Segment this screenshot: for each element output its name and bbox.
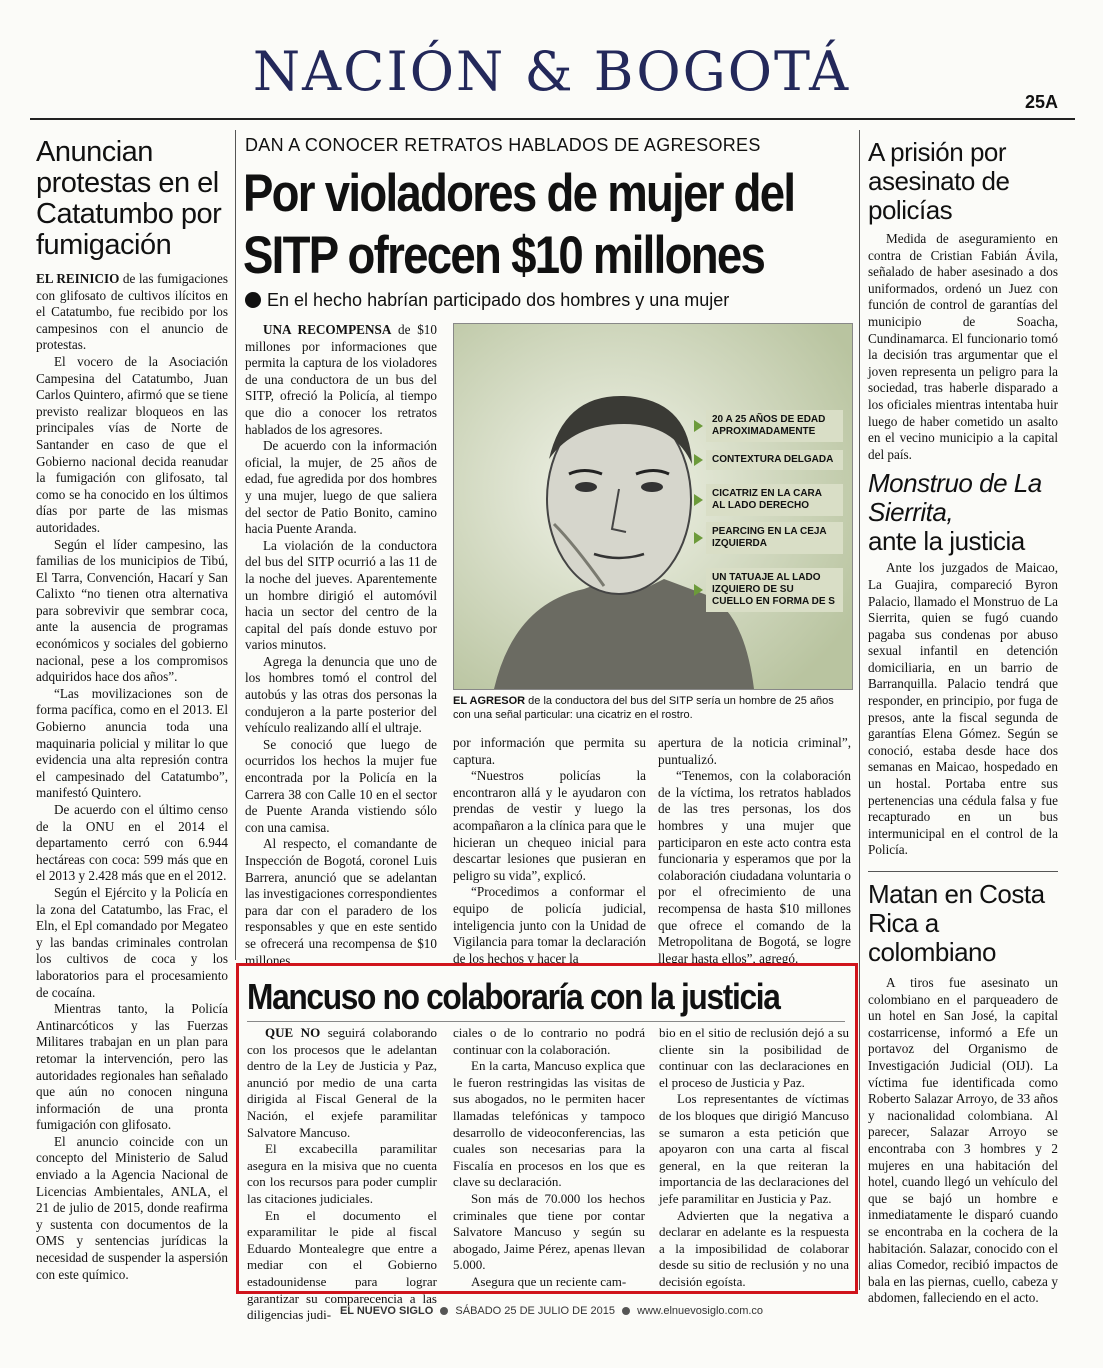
right-divider: [868, 871, 1058, 872]
main-subtitle: En el hecho habrían participado dos hombres y una mujer: [245, 290, 729, 311]
footer-url[interactable]: www.elnuevosiglo.com.co: [637, 1305, 764, 1317]
box-paragraph: El excabecilla paramilitar asegura en la misiva que no cuenta con los recursos para poder cumplir las citaciones judiciales.: [247, 1141, 437, 1206]
left-lead: EL REINICIO: [36, 271, 120, 286]
box-paragraph: Son más de 70.000 los hechos criminales que tiene por contar Salvatore Mancuso y según su abogado, Jaime Pérez, apenas llevan 5.000.: [453, 1190, 645, 1273]
left-story-body: [36, 271, 228, 1283]
left-paragraph: De acuerdo con el último censo de la ONU en el 2014 el departamento cerró con 6.944 hectáreas con coca: 599 más que en el 2013 y 2.428 más que en el 2012.: [36, 802, 228, 884]
caption-lead: EL AGRESOR: [453, 695, 526, 707]
right-paragraph: A tiros fue asesinato un colombiano en el parqueadero de un hotel en San José, la capital costarricense, informó a Efe un portavoz del Organismo de Investigación Judicial (OIJ). La víctima fue identificada como Roberto Salazar Arroyo, de 33 años y nacionalidad colombiana. Al parecer, Salazar Arroyo se encontraba con 3 hombres y 2 mujeres en una habitación del hotel, cuando llegó un vehículo del que se bajó un hombre e inmediatamente le disparó cuando se encontraba en la cochera de la habitación. Salazar, conocido con el alias Comedor, recibió impactos de bala en las piernas, cuello, cabeza y abdomen, falleciendo en el acto.: [868, 975, 1058, 1306]
right-story-2-headline: Monstruo de La Sierrita, ante la justicia: [868, 468, 1042, 557]
footer-brand: EL NUEVO SIGLO: [339, 1305, 434, 1317]
section-masthead: NACIÓN & BOGOTÁ: [252, 40, 851, 103]
main-title-line-1: Por violadores de mujer del: [243, 164, 795, 223]
box-paragraph: bio en el sitio de reclusión dejó a su cliente sin la posibilidad de continuar con las declaraciones en el proceso de Justicia y Paz.: [659, 1025, 849, 1090]
left-headline: Anuncian protestas en el Catatumbo por fumigación: [36, 136, 222, 261]
box-paragraph: En el documento el exparamilitar le pide al fiscal Eduardo Montealegre que entre a mediar con el Gobierno estadounidense para lograr garantizar su comparecencia a las diligencias judi-: [247, 1207, 437, 1323]
arrow-icon: [694, 420, 703, 432]
left-paragraph-1: EL REINICIO de las fumigaciones con glifosato de cultivos ilícitos en el Catatumbo, fue recibido por los campesinos con el anuncio de protestas.: [36, 271, 229, 353]
right-story-3-body: [868, 975, 1058, 1307]
sketch-tags: [694, 410, 844, 612]
box-paragraph: Asegura que un reciente cam-: [471, 1273, 627, 1289]
left-paragraph: Según el Ejército y la Policía en la zona del Catatumbo, las Frac, el Eln, el Epl comandado por Megateo y las bandas criminales controlan los cultivos de coca y los laboratorios para el procesamiento de cocaína.: [36, 884, 228, 1000]
page-number: 25A: [1025, 92, 1059, 112]
arrow-icon: [694, 454, 703, 466]
right-story-1-headline: A prisión por asesinato de policías: [868, 137, 1010, 225]
main-paragraph: Al respecto, el comandante de Inspección de Bogotá, coronel Luis Barrera, anunció que se adelantan las investigaciones correspondientes para dar con el paradero de los responsables y que en este sentido se ofrecerá una recompensa de $10 millones: [245, 836, 437, 968]
main-lead: UNA RECOMPENSA: [263, 322, 392, 337]
box-paragraph: En la carta, Mancuso explica que le fueron restringidas las visitas de sus abogados, no le permiten hacer llamadas telefónicas y tampoco desarrollo de videoconferencias, las cuales son necesarias para la Fiscalía en procesos en los que es clave su declaración.: [453, 1058, 645, 1190]
right-paragraph: Medida de aseguramiento en contra de Cristian Fabián Ávila, señalado de haber asesinado a dos uniformados, ordenó un Juez con función de control de garantías del municipio de Soacha, Cundinamarca. El funcionario tomó la decisión tras argumentar que el joven representa un peligro para la sociedad, tras haberle disparado a los oficiales mientras intentaba huir luego de haber cometido un asalto en el vecino municipio a la capital del país.: [868, 231, 1058, 462]
main-kicker: DAN A CONOCER RETRATOS HABLADOS DE AGRESORES: [245, 135, 761, 155]
main-paragraph: “Tenemos, con la colaboración de la víctima, los retratos hablados de las tres personas, los dos hombres y una mujer que participaron en este acto contra esta funcionaria y esperamos que por la colaboración ciudadana voluntaria o por el ofrecimiento de una recompensa de hasta $10 millones que ofrece el comando de la Metropolitana de Bogotá, se logre llegar hasta ellos”, agregó.: [658, 768, 851, 966]
main-paragraph: “Procedimos a conformar el equipo de policía judicial, inteligencia junto con la Unidad de Vigilancia para tomar la declaración de los hechos y hacer la: [453, 884, 646, 966]
masthead-rule: [30, 118, 1075, 120]
main-column-2: [453, 735, 646, 967]
box-paragraph: Los representantes de víctimas de los bloques que dirigió Mancuso se sumaron a esta petición que apoyaron con una carta al fiscal general, en la que reiteran la importancia de las declaraciones del jefe paramilitar en Justicia y Paz.: [659, 1091, 849, 1206]
dot-icon: [440, 1307, 448, 1315]
left-paragraph: Según el líder campesino, las familias de los municipios de Tibú, El Tarra, Convención, Hacarí y San Calixto “no tienen otra alternativa para sobrevivir que sembrar coca, ante la ausencia de programas económicos y sociales del gobierno nacional, pese a los compromisos adquiridos hace dos años”.: [36, 536, 228, 685]
right-column: [868, 138, 1058, 1307]
right-story-1-body: [868, 231, 1058, 463]
box-lead: QUE NO: [265, 1025, 321, 1040]
footer-date: SÁBADO 25 DE JULIO DE 2015: [455, 1305, 615, 1317]
main-paragraph: Agrega la denuncia que uno de los hombres tomó el control del autobús y las otras dos personas la condujeron a la parte posterior del vehículo realizando allí el ultraje.: [245, 653, 437, 736]
main-column-1: [245, 322, 437, 969]
column-divider: [235, 130, 236, 960]
box-paragraph: ciales o de lo contrario no podrá continuar con la colaboración.: [453, 1025, 645, 1057]
box-title-rule: [247, 1021, 845, 1022]
bullet-icon: [245, 292, 261, 308]
main-paragraph: De acuerdo con la información oficial, la mujer, de 25 años de edad, fue agredida por dos hombres y una mujer, luego de que saliera del sector de Patio Bonito, camino hacia Puente Aranda.: [245, 438, 437, 537]
suspect-sketch-photo: [453, 323, 853, 690]
left-paragraph: El vocero de la Asociación Campesina del Catatumbo, Juan Carlos Quintero, afirmó que se tiene previsto realizar bloqueos en las principales vías de Norte de Santander en caso de que el Gobierno nacional decida reanudar la fumigación con glifosato, tal como se ha conocido en los últimos días por parte de las mismas autoridades.: [36, 353, 228, 535]
dot-icon: [622, 1307, 630, 1315]
right-story-2-body: [868, 560, 1058, 859]
main-column-3: [658, 735, 851, 967]
main-title-line-2: SITP ofrecen $10 millones: [243, 226, 765, 285]
left-paragraph: Mientras tanto, la Policía Antinarcóticos y las Fuerzas Militares trabajan en un plan para retomar la intervención, pero las autoridades regionales han señalado que aún no conocen ninguna información de una pronta fumigación con glifosato.: [36, 1001, 228, 1133]
left-paragraph: El anuncio coincide con un concepto del Ministerio de Salud enviado a la Agencia Nacional de Licencias Ambientales, ANLA, el 21 de julio de 2015, donde reafirma y sustenta con documentos de la OMS y sentencias jurídicas la necesidad de suspender la aspersión con este químico.: [36, 1133, 228, 1282]
box-headline: Mancuso no colaboraría con la justicia: [247, 976, 780, 1017]
left-paragraph: “Las movilizaciones son de forma pacífica, como en el 2013. El Gobierno anuncia toda una maquinaria policial y militar lo que evidencia una alta represión contra el campesinado del Catatumbo”, manifestó Quintero.: [36, 685, 228, 801]
arrow-icon: [694, 532, 703, 544]
main-paragraph: por información que permita su captura.: [453, 735, 646, 767]
right-story-3-headline: Matan en Costa Rica a colombiano: [868, 879, 1045, 967]
box-column-1: [247, 1025, 437, 1324]
arrow-icon: [694, 584, 703, 596]
box-paragraph: Advierten que la negativa a declarar en adelante es la respuesta a la imposibilidad de colaborar desde su sitio de reclusión y no una decisión egoísta.: [659, 1207, 849, 1289]
box-column-3: [659, 1025, 849, 1291]
sketch-tag: 20 A 25 AÑOS DE EDAD APROXIMADAMENTE: [694, 410, 844, 442]
sketch-tag: UN TATUAJE AL LADO IZQUIERO DE SU CUELLO EN FORMA DE S: [694, 568, 844, 612]
main-paragraph: apertura de la noticia criminal”, puntualizó.: [658, 735, 851, 767]
main-paragraph: “Nuestros policías la encontraron allá y le ayudaron con prendas de vestir y luego la acompañaron a la clínica para que le hicieran un chequeo inicial para descartar lesiones que pusieran en peligro su vida”, explicó.: [453, 768, 646, 883]
main-paragraph: Se conoció que luego de ocurridos los hechos la mujer fue encontrada por la Policía en la Carrera 38 con Calle 10 en el sector de Puente Aranda vistiendo sólo con una camisa.: [245, 736, 437, 835]
sketch-tag: CONTEXTURA DELGADA: [694, 450, 844, 470]
main-paragraph-1: UNA RECOMPENSA de $10 millones por informaciones que permita la captura de los violadores de una conductora de un bus del SITP, ofreció la Policía, al tiempo que dio a conocer los retratos hablados de los agresores.: [245, 322, 437, 437]
right-paragraph: Ante los juzgados de Maicao, La Guajira, compareció Byron Palacio, llamado el Monstruo de La Sierrita, quien se fugó cuando pagaba sus condenas por abuso sexual infantil en detención domiciliaria, en un barrio de Barranquilla. Palacio tendrá que responder, en principio, por fuga de presos, ante la fiscal segunda de garantías Elena Gómez. Según se conoció, estaba desde hace dos semanas en Maicao, hospedado en un hostal. Portaba entre sus pertenencias una cédula falsa y fue recapturado en un bus intermunicipal en el control de la Policía.: [868, 560, 1058, 858]
main-paragraph: La violación de la conductora del bus del SITP ocurrió a las 11 de la noche del jueves. Aparentemente un hombre dirigió el automóvil hacia un sector del centro de la capital del país donde estuvo por varios minutos.: [245, 537, 437, 653]
column-divider: [859, 130, 860, 1290]
sketch-tag: PEARCING EN LA CEJA IZQUIERDA: [694, 522, 844, 554]
box-paragraph-1: QUE NO seguirá colaborando con los procesos que le adelantan dentro de la Ley de Justicia y Paz, anunció por medio de una carta dirigida al Fiscal General de la Nación, el exjefe paramilitar Salvatore Mancuso.: [247, 1025, 437, 1140]
page-footer: [0, 1305, 1103, 1317]
left-story: [36, 137, 228, 1283]
box-column-2: [453, 1025, 645, 1291]
sketch-tag: CICATRIZ EN LA CARA AL LADO DERECHO: [694, 484, 844, 516]
arrow-icon: [694, 494, 703, 506]
photo-caption: EL AGRESOR de la conductora del bus del SITP sería un hombre de 25 años con una señal particular: una cicatriz en el rostro.: [453, 695, 834, 721]
